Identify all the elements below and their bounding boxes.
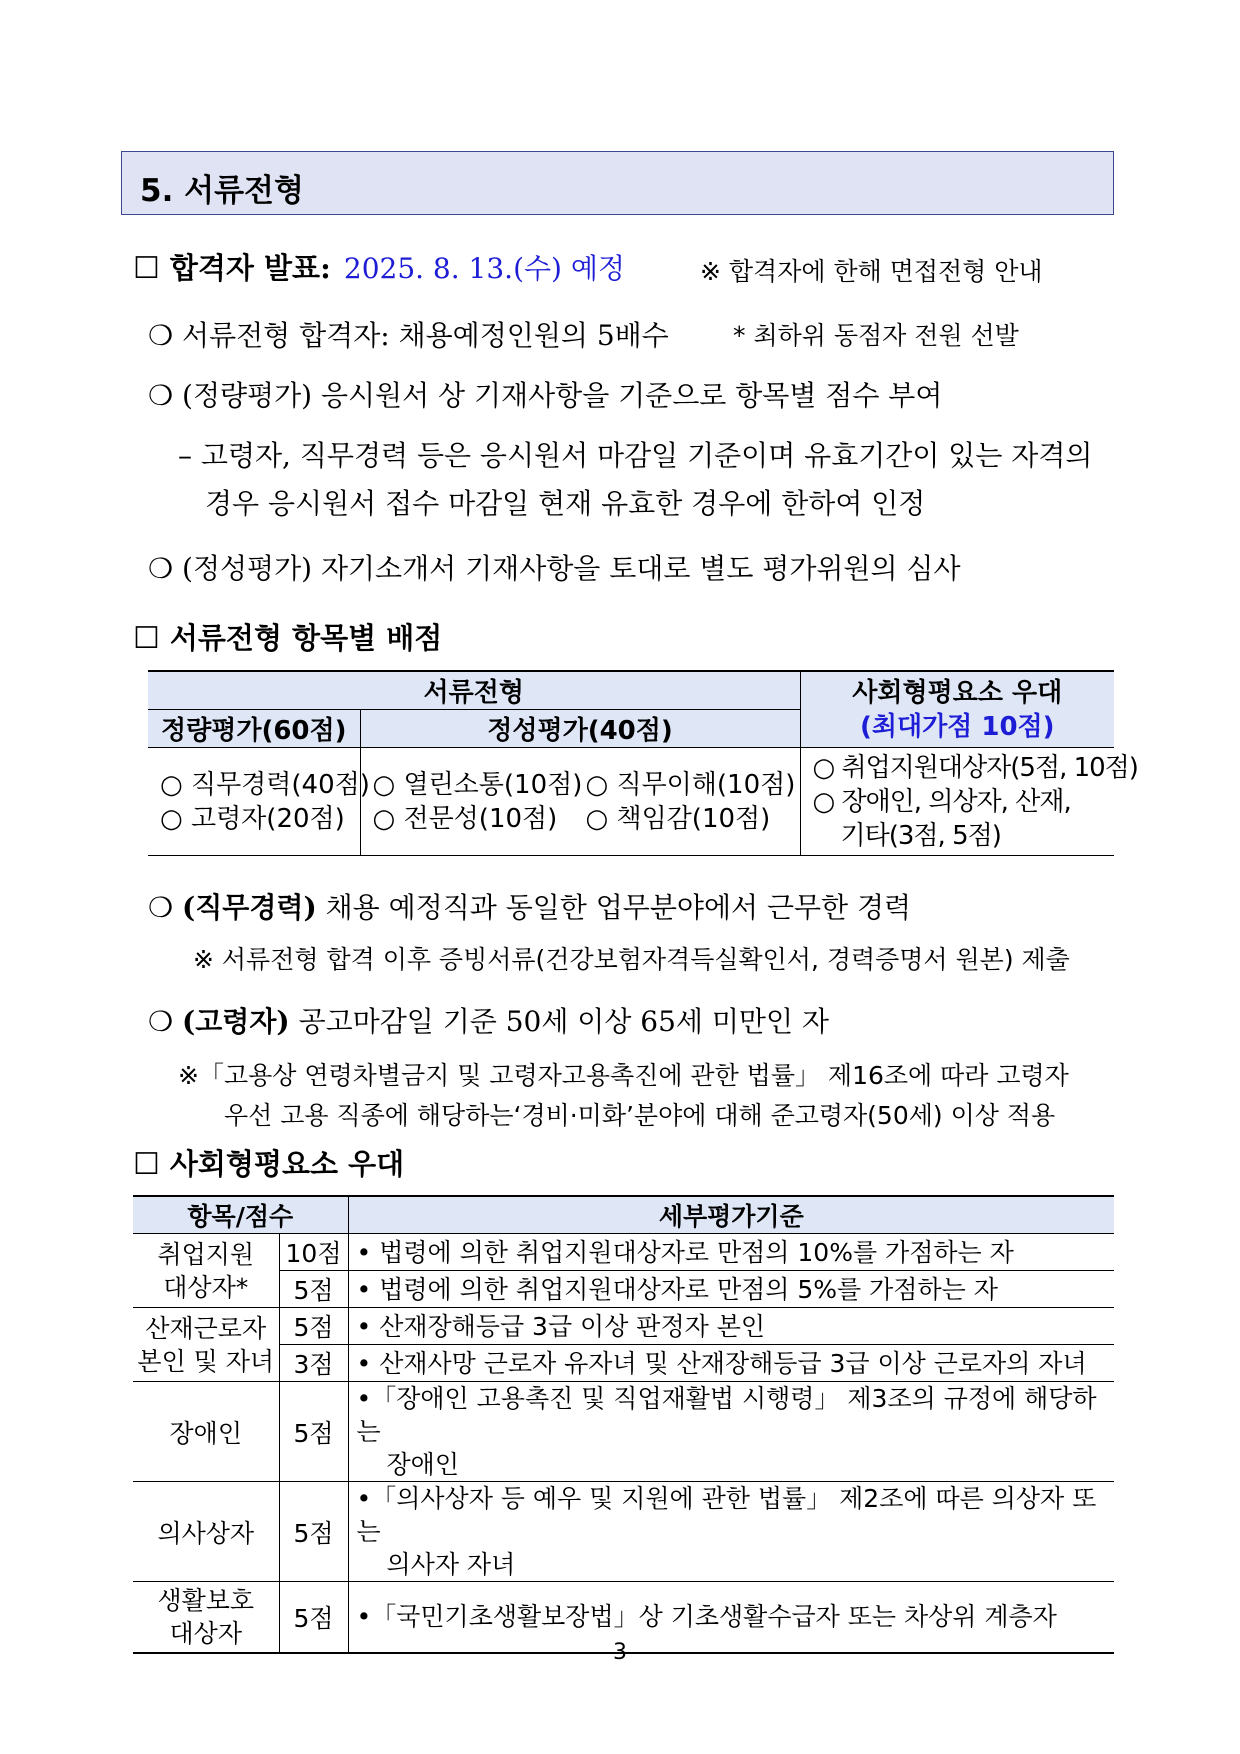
header-social-title: 사회형평요소 우대 (852, 677, 1063, 708)
item-label: 대상자* (163, 1272, 249, 1302)
pass-count-line (148, 314, 669, 354)
criteria-line: 의사자 자녀 (386, 1550, 516, 1579)
qual-line (148, 547, 961, 587)
header-social (800, 671, 1114, 748)
elderly-label: (고령자) (182, 1005, 290, 1038)
circle-bullet-icon: ❍ (148, 1005, 174, 1038)
quant-text: (정량평가) 응시원서 상 기재사항을 기준으로 항목별 점수 부여 (182, 379, 943, 412)
item-label: 산재근로자 (145, 1313, 267, 1343)
score-cell: 5점 (279, 1582, 348, 1653)
career-text: 채용 예정직과 동일한 업무분야에서 근무한 경력 (325, 891, 912, 924)
career-note: ※ 서류전형 합격 이후 증빙서류(건강보험자격득실확인서, 경력증명서 원본) 제출 (193, 945, 1070, 974)
section-header (121, 151, 1114, 215)
criteria-cell: • 법령에 의한 취업지원대상자로 만점의 5%를 가점하는 자 (348, 1271, 1114, 1308)
qual-text: (정성평가) 자기소개서 기재사항을 토대로 별도 평가위원의 심사 (182, 552, 961, 585)
quant-sub-line-2: 경우 응시원서 접수 마감일 현재 유효한 경우에 한하여 인정 (205, 487, 926, 520)
social-heading (133, 1142, 404, 1183)
item-label: 대상자 (169, 1618, 242, 1648)
circle-bullet-icon: ❍ (148, 319, 174, 352)
career-label: (직무경력) (182, 891, 317, 924)
header-qual: 정성평가(40점) (360, 710, 800, 748)
qual-item: ○ 책임감(10점) (585, 803, 771, 834)
quant-sub-line-1: – 고령자, 직무경력 등은 응시원서 마감일 기준이며 유효기간이 있는 자격의 (178, 439, 1093, 472)
criteria-line: 장애인 (386, 1450, 459, 1479)
circle-bullet-icon: ❍ (148, 552, 174, 585)
page-number: - 3 - (598, 1640, 642, 1665)
header-criteria: 세부평가기준 (348, 1196, 1114, 1234)
social-item: 기타(3점, 5점) (840, 820, 1001, 851)
social-heading-text: 사회형평요소 우대 (169, 1147, 405, 1181)
criteria-cell: •「국민기초생활보장법」상 기초생활수급자 또는 차상위 계층자 (348, 1582, 1114, 1653)
checkbox-square-icon: ☐ (133, 1147, 160, 1182)
quant-item: ○ 고령자(20점) (160, 803, 345, 834)
item-label: 생활보호 (157, 1585, 255, 1615)
elderly-note-2: 우선 고용 직종에 해당하는‘경비·미화’분야에 대해 준고령자(50세) 이상 적용 (224, 1101, 1056, 1130)
social-item: ○ 장애인, 의상자, 산재, (812, 786, 1071, 817)
row-item-disabled: 장애인 (133, 1382, 279, 1482)
score-cell: 3점 (279, 1345, 348, 1382)
quant-item: ○ 직무경력(40점) (160, 769, 370, 800)
row-item-employment (133, 1234, 279, 1308)
checkbox-square-icon: ☐ (133, 621, 160, 656)
qual-item: ○ 직무이해(10점) (585, 769, 796, 800)
criteria-cell (348, 1382, 1114, 1482)
social-items-cell (800, 748, 1138, 856)
score-cell: 5점 (279, 1382, 348, 1482)
qual-item: ○ 전문성(10점) (372, 803, 558, 834)
score-cell: 5점 (279, 1308, 348, 1345)
criteria-cell (348, 1482, 1114, 1582)
elderly-note-1: ※「고용상 연령차별금지 및 고령자고용촉진에 관한 법률」 제16조에 따라 고령자 (178, 1061, 1069, 1090)
checkbox-square-icon: ☐ (133, 251, 160, 286)
score-cell: 5점 (279, 1271, 348, 1308)
qual-item: ○ 열린소통(10점) (372, 769, 583, 800)
circle-bullet-icon: ❍ (148, 891, 174, 924)
announcement-label: 합격자 발표: (169, 251, 331, 285)
social-table (133, 1195, 1114, 1654)
row-item-injured: 의사상자 (133, 1482, 279, 1582)
criteria-line: •「의사상자 등 예우 및 지원에 관한 법률」 제2조에 따른 의상자 또는 (356, 1484, 1097, 1546)
qual-items-cell (360, 748, 800, 856)
criteria-line: •「장애인 고용촉진 및 직업재활법 시행령」 제3조의 규정에 해당하는 (356, 1384, 1097, 1446)
item-label: 취업지원 (157, 1239, 255, 1269)
header-social-sub: (최대가점 10점) (859, 711, 1055, 742)
score-cell: 5점 (279, 1482, 348, 1582)
elderly-text: 공고마감일 기준 50세 이상 65세 미만인 자 (298, 1005, 829, 1038)
pass-count-note: * 최하위 동점자 전원 선발 (733, 321, 1019, 350)
criteria-cell: • 법령에 의한 취업지원대상자로 만점의 10%를 가점하는 자 (348, 1234, 1114, 1271)
announcement-note: ※ 합격자에 한해 면접전형 안내 (700, 257, 1043, 286)
header-item: 항목/점수 (133, 1196, 348, 1234)
quant-items-cell (148, 748, 370, 856)
criteria-cell: • 산재장해등급 3급 이상 판정자 본인 (348, 1308, 1114, 1345)
pass-count-text: 서류전형 합격자: 채용예정인원의 5배수 (182, 319, 669, 352)
elderly-line (148, 1000, 829, 1040)
quant-line (148, 374, 942, 414)
circle-bullet-icon: ❍ (148, 379, 174, 412)
section-title: 5. 서류전형 (140, 173, 304, 209)
item-label: 본인 및 자녀 (137, 1346, 275, 1376)
score-table (148, 670, 1138, 856)
score-heading (133, 616, 442, 657)
career-line (148, 886, 911, 926)
social-item: ○ 취업지원대상자(5점, 10점) (812, 752, 1138, 783)
row-item-industrial (133, 1308, 279, 1382)
header-doc: 서류전형 (148, 671, 800, 710)
header-quant: 정량평가(60점) (148, 710, 360, 748)
score-heading-text: 서류전형 항목별 배점 (169, 621, 443, 655)
announcement-date: 2025. 8. 13.(수) 예정 (343, 252, 625, 285)
score-cell: 10점 (279, 1234, 348, 1271)
criteria-cell: • 산재사망 근로자 유자녀 및 산재장해등급 3급 이상 근로자의 자녀 (348, 1345, 1114, 1382)
announcement-line (133, 246, 625, 287)
